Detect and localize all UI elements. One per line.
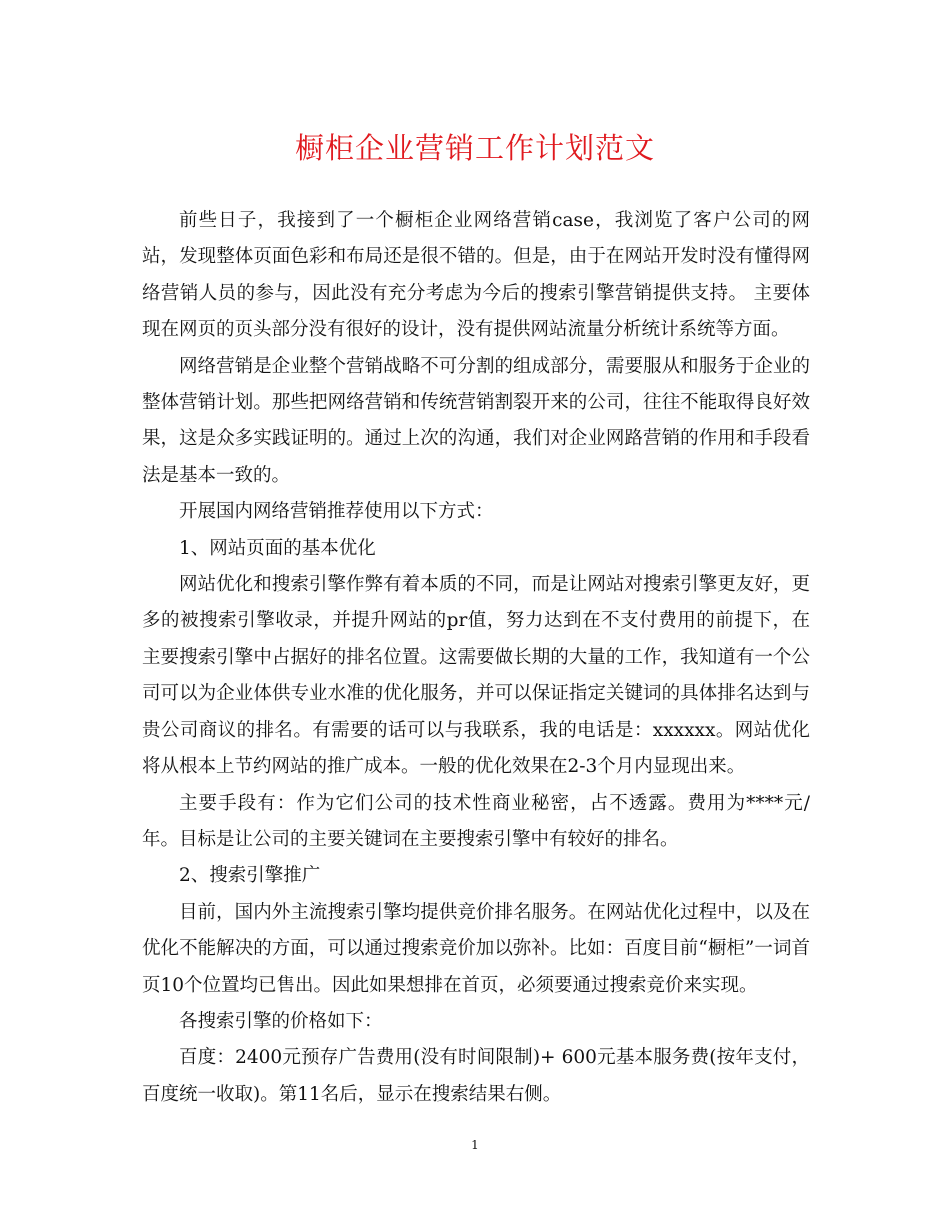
document-title: 橱柜企业营销工作计划范文 — [294, 131, 655, 165]
page-number: 1 — [471, 1138, 479, 1152]
paragraph: 目前，国内外主流搜索引擎均提供竞价排名服务。在网站优化过程中，以及在优化不能解决的方面，可以通过搜索竞价加以弥补。比如：百度目前“橱柜”一词首页10个位置均已售出。因此如果想排在首页，必须要通过搜索竞价来实现。 — [142, 901, 810, 996]
paragraph: 开展国内网络营销推荐使用以下方式： — [179, 501, 494, 523]
paragraph: 百度：2400元预存广告费用(没有时间限制)+ 600元基本服务费(按年支付，百度统一收取)。第11名后，显示在搜索结果右侧。 — [142, 1047, 810, 1105]
section-heading: 2、搜索引擎推广 — [179, 865, 321, 887]
section-heading: 1、网站页面的基本优化 — [179, 537, 376, 559]
document-body — [142, 203, 810, 1113]
paragraph: 网站优化和搜索引擎作弊有着本质的不同，而是让网站对搜索引擎更友好，更多的被搜索引擎收录，并提升网站的pr值，努力达到在不支付费用的前提下，在主要搜索引擎中占据好的排名位置。这需要做长期的大量的工作，我知道有一个公司可以为企业体供专业水准的优化服务，并可以保证指定关键词的具体排名达到与贵公司商议的排名。有需要的话可以与我联系，我的电话是：xxxxxx。网站优化将从根本上节约网站的推广成本。一般的优化效果在2-3个月内显现出来。 — [142, 574, 810, 778]
paragraph: 前些日子，我接到了一个橱柜企业网络营销case，我浏览了客户公司的网站，发现整体页面色彩和布局还是很不错的。但是，由于在网站开发时没有懂得网络营销人员的参与，因此没有充分考虑为今后的搜索引擎营销提供支持。 主要体现在网页的页头部分没有很好的设计，没有提供网站流量分析统计系统等方面。 — [142, 210, 810, 341]
paragraph: 主要手段有：作为它们公司的技术性商业秘密，占不透露。费用为****元/年。目标是让公司的主要关键词在主要搜索引擎中有较好的排名。 — [142, 792, 810, 850]
paragraph: 网络营销是企业整个营销战略不可分割的组成部分，需要服从和服务于企业的整体营销计划。那些把网络营销和传统营销割裂开来的公司，往往不能取得良好效果，这是众多实践证明的。通过上次的沟通，我们对企业网路营销的作用和手段看法是基本一致的。 — [142, 355, 810, 486]
paragraph: 各搜索引擎的价格如下： — [179, 1010, 383, 1032]
